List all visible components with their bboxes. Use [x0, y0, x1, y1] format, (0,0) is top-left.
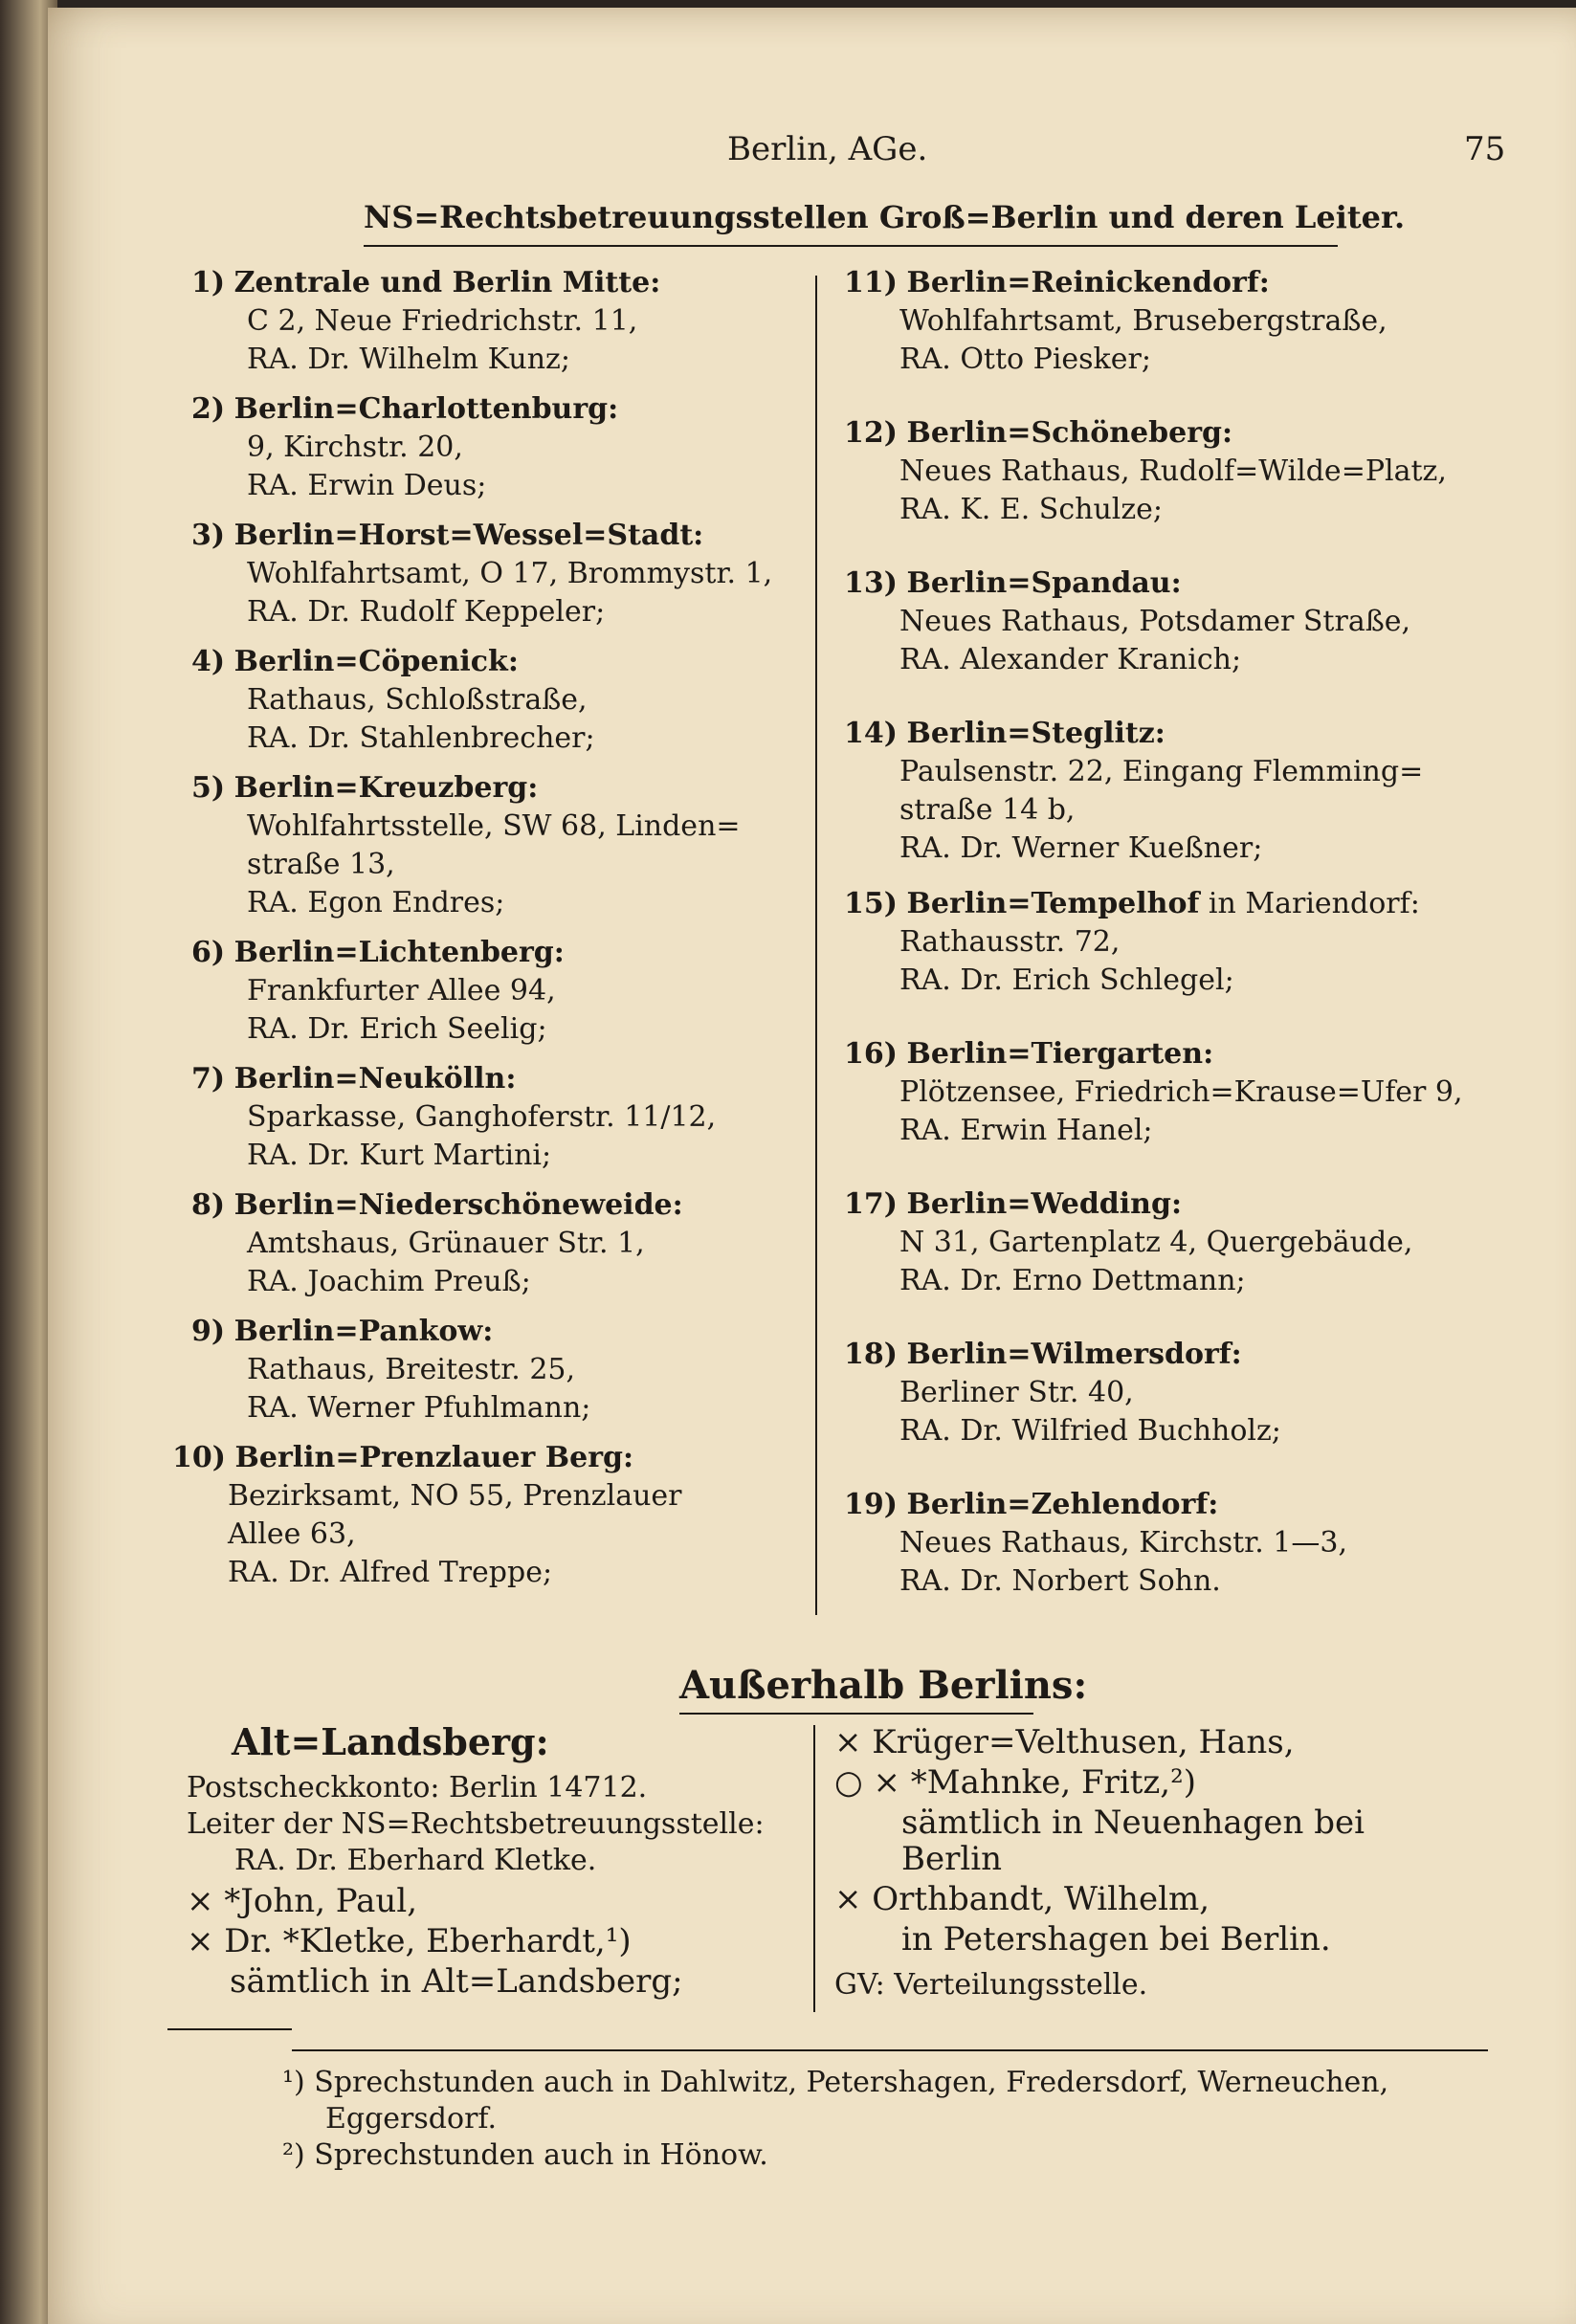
list-item: 6) Berlin=Lichtenberg: Frankfurter Allee 94, RA. Dr. Erich Seelig;	[191, 936, 565, 1046]
list-item: 8) Berlin=Niederschöneweide: Amtshaus, Grünauer Str. 1, RA. Joachim Preuß;	[191, 1188, 683, 1298]
list-item: 17) Berlin=Wedding: N 31, Gartenplatz 4, Quergebäude, RA. Dr. Erno Dettmann;	[844, 1187, 1413, 1297]
section-heading-underline	[679, 1713, 1033, 1715]
text-line: × Orthbandt, Wilhelm,	[834, 1880, 1210, 1918]
running-header: Berlin, AGe.	[727, 130, 928, 168]
text-line: sämtlich in Neuenhagen bei	[901, 1804, 1365, 1842]
footnote-continuation: Eggersdorf.	[325, 2102, 497, 2136]
main-heading: NS=Rechtsbetreuungsstellen Groß=Berlin und deren Leiter.	[364, 199, 1406, 235]
list-item: 11) Berlin=Reinickendorf: Wohlfahrtsamt, Brusebergstraße, RA. Otto Piesker;	[844, 266, 1387, 376]
page-number: 75	[1464, 130, 1506, 168]
list-item: 9) Berlin=Pankow: Rathaus, Breitestr. 25, RA. Werner Pfuhlmann;	[191, 1315, 591, 1425]
text-line: × *John, Paul,	[187, 1882, 418, 1920]
list-item: 13) Berlin=Spandau: Neues Rathaus, Potsdamer Straße, RA. Alexander Kranich;	[844, 566, 1411, 676]
footnote-rule-short	[167, 2028, 292, 2030]
list-item: 4) Berlin=Cöpenick: Rathaus, Schloßstraße, RA. Dr. Stahlenbrecher;	[191, 645, 595, 755]
text-line: Berlin	[901, 1840, 1003, 1878]
text-line: sämtlich in Alt=Landsberg;	[230, 1962, 683, 2001]
list-item: 14) Berlin=Steglitz: Paulsenstr. 22, Eingang Flemming= straße 14 b, RA. Dr. Werner Kueßner;	[844, 717, 1424, 865]
list-item: 19) Berlin=Zehlendorf: Neues Rathaus, Kirchstr. 1—3, RA. Dr. Norbert Sohn.	[844, 1488, 1347, 1598]
text-line: in Petershagen bei Berlin.	[901, 1920, 1331, 1959]
list-item: 5) Berlin=Kreuzberg: Wohlfahrtsstelle, SW 68, Linden= straße 13, RA. Egon Endres;	[191, 771, 741, 919]
list-item: 18) Berlin=Wilmersdorf: Berliner Str. 40, RA. Dr. Wilfried Buchholz;	[844, 1338, 1281, 1448]
text-line: ○ × *Mahnke, Fritz,²)	[834, 1763, 1196, 1802]
text-line: GV: Verteilungsstelle.	[834, 1968, 1148, 2002]
footnote: ²) Sprechstunden auch in Hönow.	[282, 2138, 768, 2172]
book-page	[48, 8, 1576, 2324]
list-item: 10) Berlin=Prenzlauer Berg: Bezirksamt, NO 55, Prenzlauer Allee 63, RA. Dr. Alfred Treppe;	[172, 1441, 682, 1589]
text-line: Postscheckkonto: Berlin 14712.	[187, 1771, 648, 1804]
footnote: ¹) Sprechstunden auch in Dahlwitz, Petershagen, Fredersdorf, Werneuchen,	[282, 2066, 1389, 2099]
text-line: RA. Dr. Eberhard Kletke.	[234, 1844, 597, 1877]
list-item: 3) Berlin=Horst=Wessel=Stadt: Wohlfahrtsamt, O 17, Brommystr. 1, RA. Dr. Rudolf Keppeler;	[191, 519, 773, 629]
column-divider	[813, 1725, 815, 2012]
list-item: 15) Berlin=Tempelhof in Mariendorf: Rathausstr. 72, RA. Dr. Erich Schlegel;	[844, 887, 1420, 997]
text-line: × Dr. *Kletke, Eberhardt,¹)	[187, 1922, 632, 1960]
list-item: 7) Berlin=Neukölln: Sparkasse, Ganghoferstr. 11/12, RA. Dr. Kurt Martini;	[191, 1062, 717, 1172]
list-item: 16) Berlin=Tiergarten: Plötzensee, Friedrich=Krause=Ufer 9, RA. Erwin Hanel;	[844, 1037, 1463, 1147]
text-line: Leiter der NS=Rechtsbetreuungsstelle:	[187, 1807, 765, 1841]
section-heading: Außerhalb Berlins:	[679, 1663, 1088, 1708]
heading-underline	[364, 245, 1338, 247]
footnote-rule	[292, 2049, 1488, 2051]
list-item: 2) Berlin=Charlottenburg: 9, Kirchstr. 20, RA. Erwin Deus;	[191, 392, 619, 502]
list-item: 1) Zentrale und Berlin Mitte: C 2, Neue Friedrichstr. 11, RA. Dr. Wilhelm Kunz;	[191, 266, 661, 376]
text-line: × Krüger=Velthusen, Hans,	[834, 1723, 1295, 1761]
list-item: 12) Berlin=Schöneberg: Neues Rathaus, Rudolf=Wilde=Platz, RA. K. E. Schulze;	[844, 416, 1447, 526]
place-heading: Alt=Landsberg:	[232, 1720, 549, 1763]
